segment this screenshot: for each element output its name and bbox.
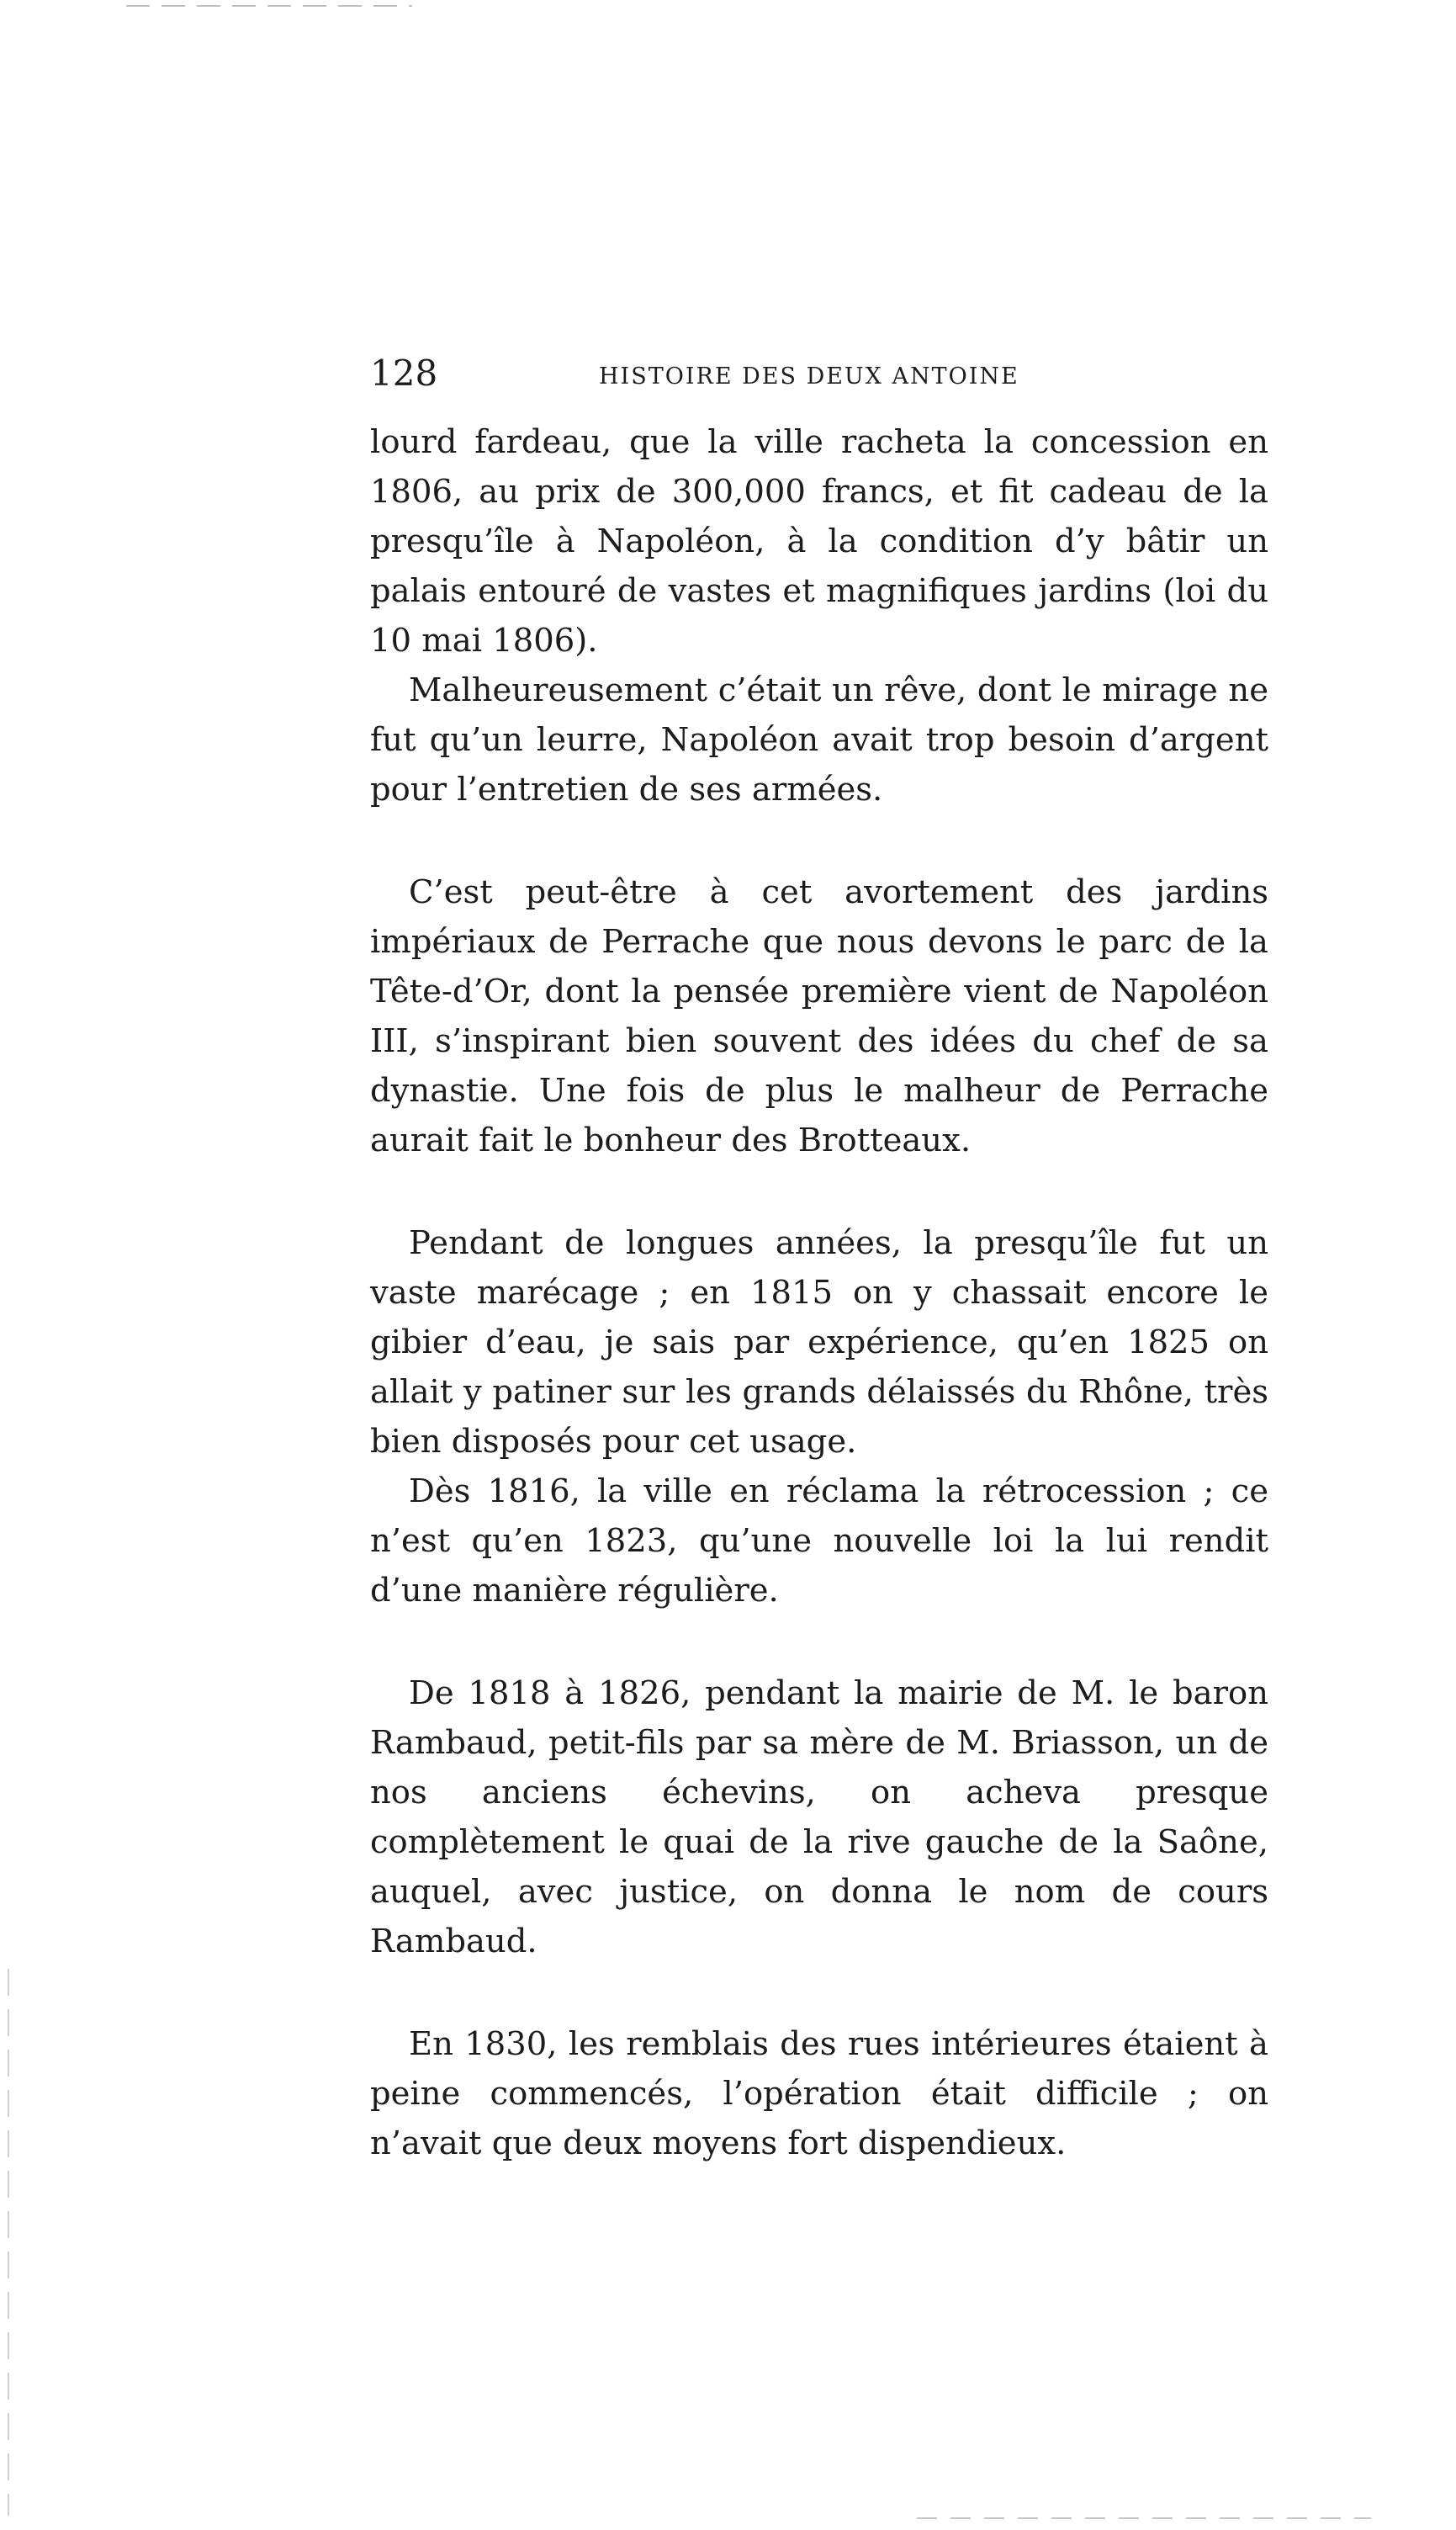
scan-artifact-top-rule	[126, 5, 412, 7]
paragraph-remblais: En 1830, les remblais des rues intérieures étaient à peine commencés, l’opération était difficile ; on n’avait que deux moyens fort dispendieux.	[370, 2025, 1268, 2162]
scan-artifact-left-edge	[8, 1969, 9, 2516]
paragraph-gap	[370, 814, 1268, 867]
page-number: 128	[370, 353, 438, 394]
paragraph-continuation: lourd fardeau, que la ville racheta la concession en 1806, au prix de 300,000 francs, et fit cadeau de la presqu’île à Napoléon, à la condition d’y bâtir un palais entouré de vastes et magnifiques jardins (loi du 10 mai 1806).	[370, 423, 1268, 660]
paragraph-gap	[370, 1615, 1268, 1668]
running-title: HISTOIRE DES DEUX ANTOINE	[599, 363, 1019, 390]
paragraph-tete-dor: C’est peut-être à cet avortement des jardins impériaux de Perrache que nous devons le parc de la Tête-d’Or, dont la pensée première vient de Napoléon III, s’inspirant bien souvent des idées du chef de sa dynastie. Une fois de plus le malheur de Perrache aurait fait le bonheur des Brotteaux.	[370, 873, 1268, 1159]
page-header	[370, 348, 1295, 399]
body-text	[370, 417, 1268, 2168]
paragraph-gap	[370, 1165, 1268, 1218]
paragraph-malheureusement: Malheureusement c’était un rêve, dont le mirage ne fut qu’un leurre, Napoléon avait trop besoin d’argent pour l’entretien de ses armées.	[370, 671, 1268, 809]
paragraph-gap	[370, 1966, 1268, 2019]
paragraph-rambaud: De 1818 à 1826, pendant la mairie de M. le baron Rambaud, petit-fils par sa mère de M. Briasson, un de nos anciens échevins, on acheva presque complètement le quai de la rive gauche de la Saône, auquel, avec justice, on donna le nom de cours Rambaud.	[370, 1674, 1268, 1960]
scan-artifact-bottom-rule	[917, 2517, 1371, 2519]
paragraph-marecage: Pendant de longues années, la presqu’île fut un vaste marécage ; en 1815 on y chassait encore le gibier d’eau, je sais par expérience, qu’en 1825 on allait y patiner sur les grands délaissés du Rhône, très bien disposés pour cet usage.	[370, 1224, 1268, 1461]
paragraph-retrocession: Dès 1816, la ville en réclama la rétrocession ; ce n’est qu’en 1823, qu’une nouvelle loi la lui rendit d’une manière régulière.	[370, 1472, 1268, 1610]
